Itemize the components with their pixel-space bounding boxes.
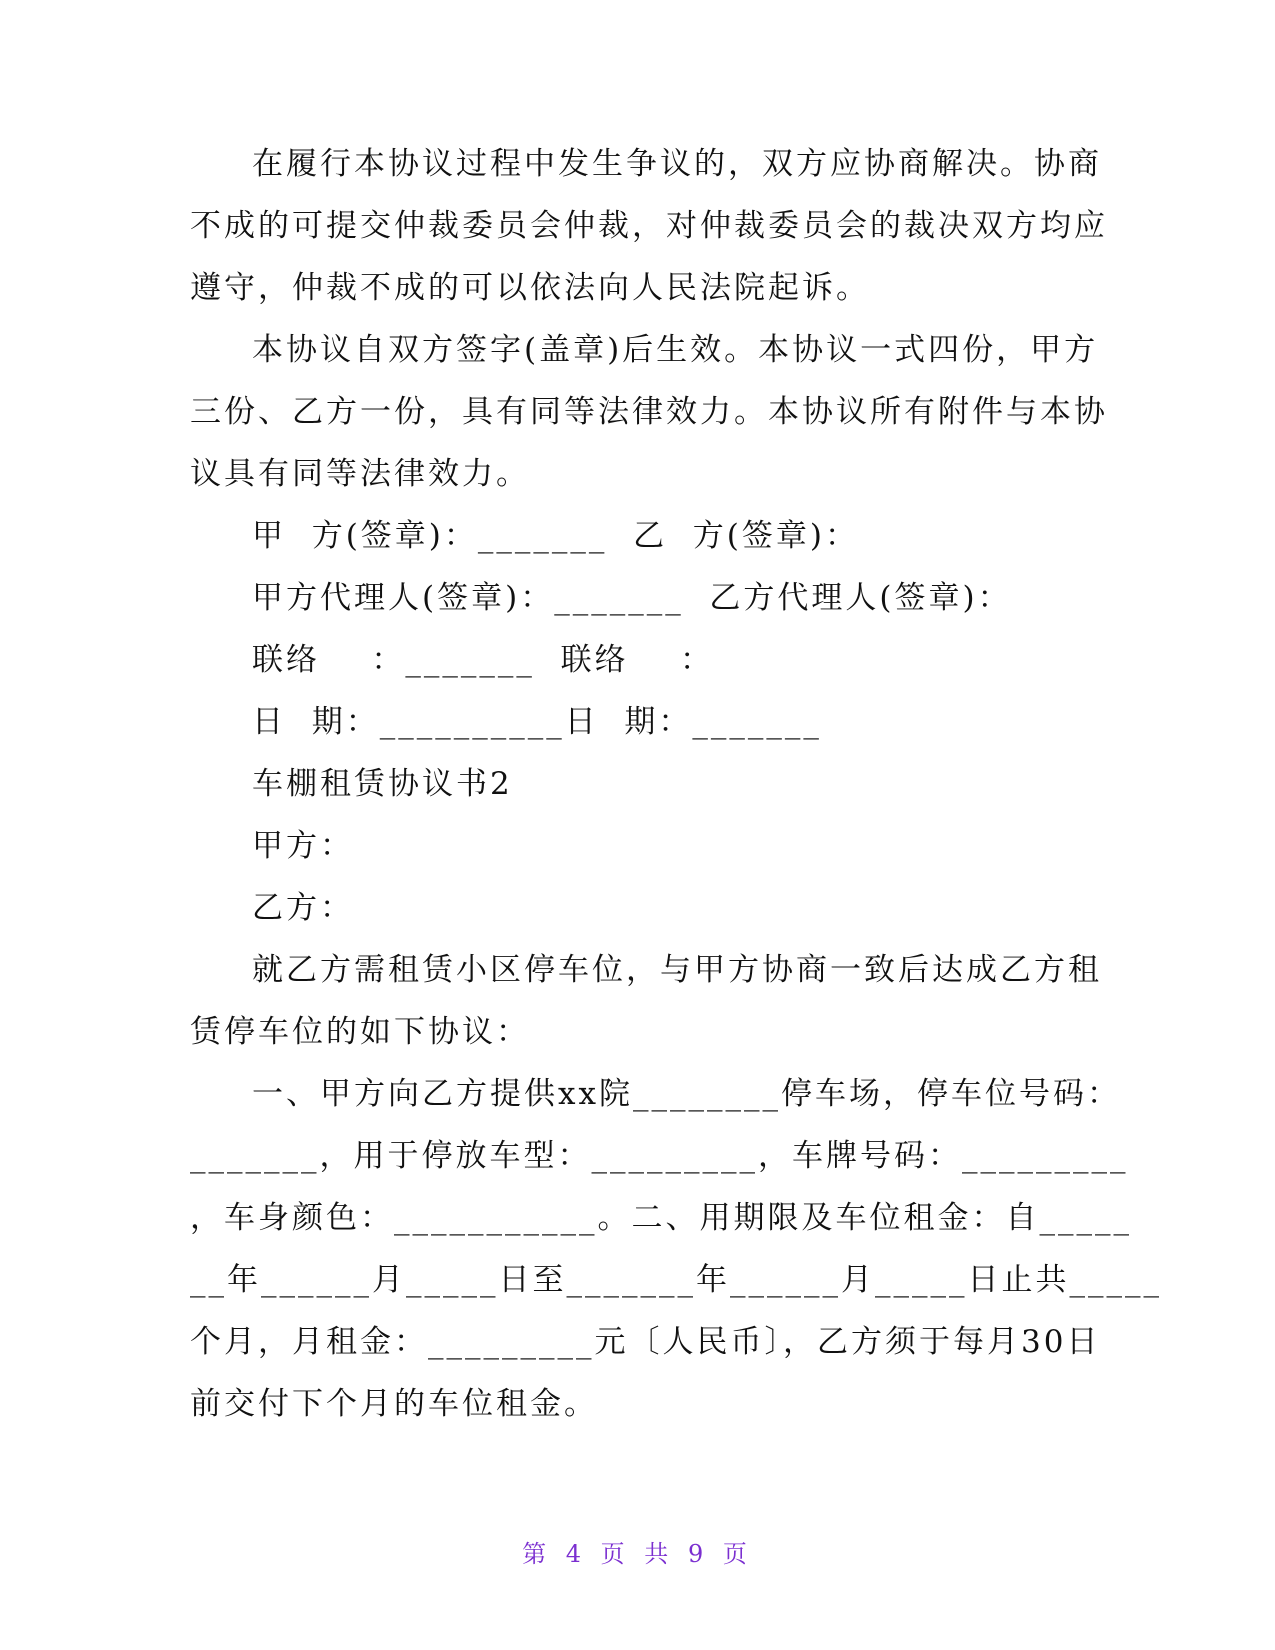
paragraph-line: 在履行本协议过程中发生争议的，双方应协商解决。协商 [252, 146, 1102, 182]
clause-line: __年______月_____日至_______年______月_____日止共_____ [190, 1262, 1162, 1298]
page-number-footer: 第 4 页 共 9 页 [522, 1540, 753, 1568]
clause-line: 一、甲方向乙方提供xx院________停车场，停车位号码： [252, 1076, 1121, 1112]
paragraph-line: 本协议自双方签字(盖章)后生效。本协议一式四份，甲方 [252, 332, 1099, 368]
contact-line: 联络 ：_______ 联络 ： [252, 642, 715, 678]
signature-line-party-a: 甲 方(签章)：_______ 乙 方(签章)： [252, 518, 859, 554]
clause-line: _______，用于停放车型：_________，车牌号码：_________ [190, 1138, 1129, 1174]
party-a-line: 甲方： [252, 828, 354, 864]
paragraph-line: 遵守，仲裁不成的可以依法向人民法院起诉。 [190, 270, 870, 306]
signature-line-agent: 甲方代理人(签章)：_______ 乙方代理人(签章)： [252, 580, 1012, 616]
paragraph-line: 议具有同等法律效力。 [190, 456, 530, 492]
section-title: 车棚租赁协议书2 [252, 766, 513, 802]
paragraph-line: 三份、乙方一份，具有同等法律效力。本协议所有附件与本协 [190, 394, 1108, 430]
clause-line: ，车身颜色：___________。二、用期限及车位租金：自_____ [190, 1200, 1132, 1236]
party-b-line: 乙方： [252, 890, 354, 926]
clause-line: 个月，月租金：_________元〔人民币〕，乙方须于每月30日 [190, 1324, 1101, 1360]
date-line: 日 期：__________日 期：_______ [252, 704, 822, 740]
clause-line: 前交付下个月的车位租金。 [190, 1386, 598, 1422]
paragraph-line: 赁停车位的如下协议： [190, 1014, 530, 1050]
paragraph-line: 不成的可提交仲裁委员会仲裁，对仲裁委员会的裁决双方均应 [190, 208, 1108, 244]
paragraph-line: 就乙方需租赁小区停车位，与甲方协商一致后达成乙方租 [252, 952, 1102, 988]
